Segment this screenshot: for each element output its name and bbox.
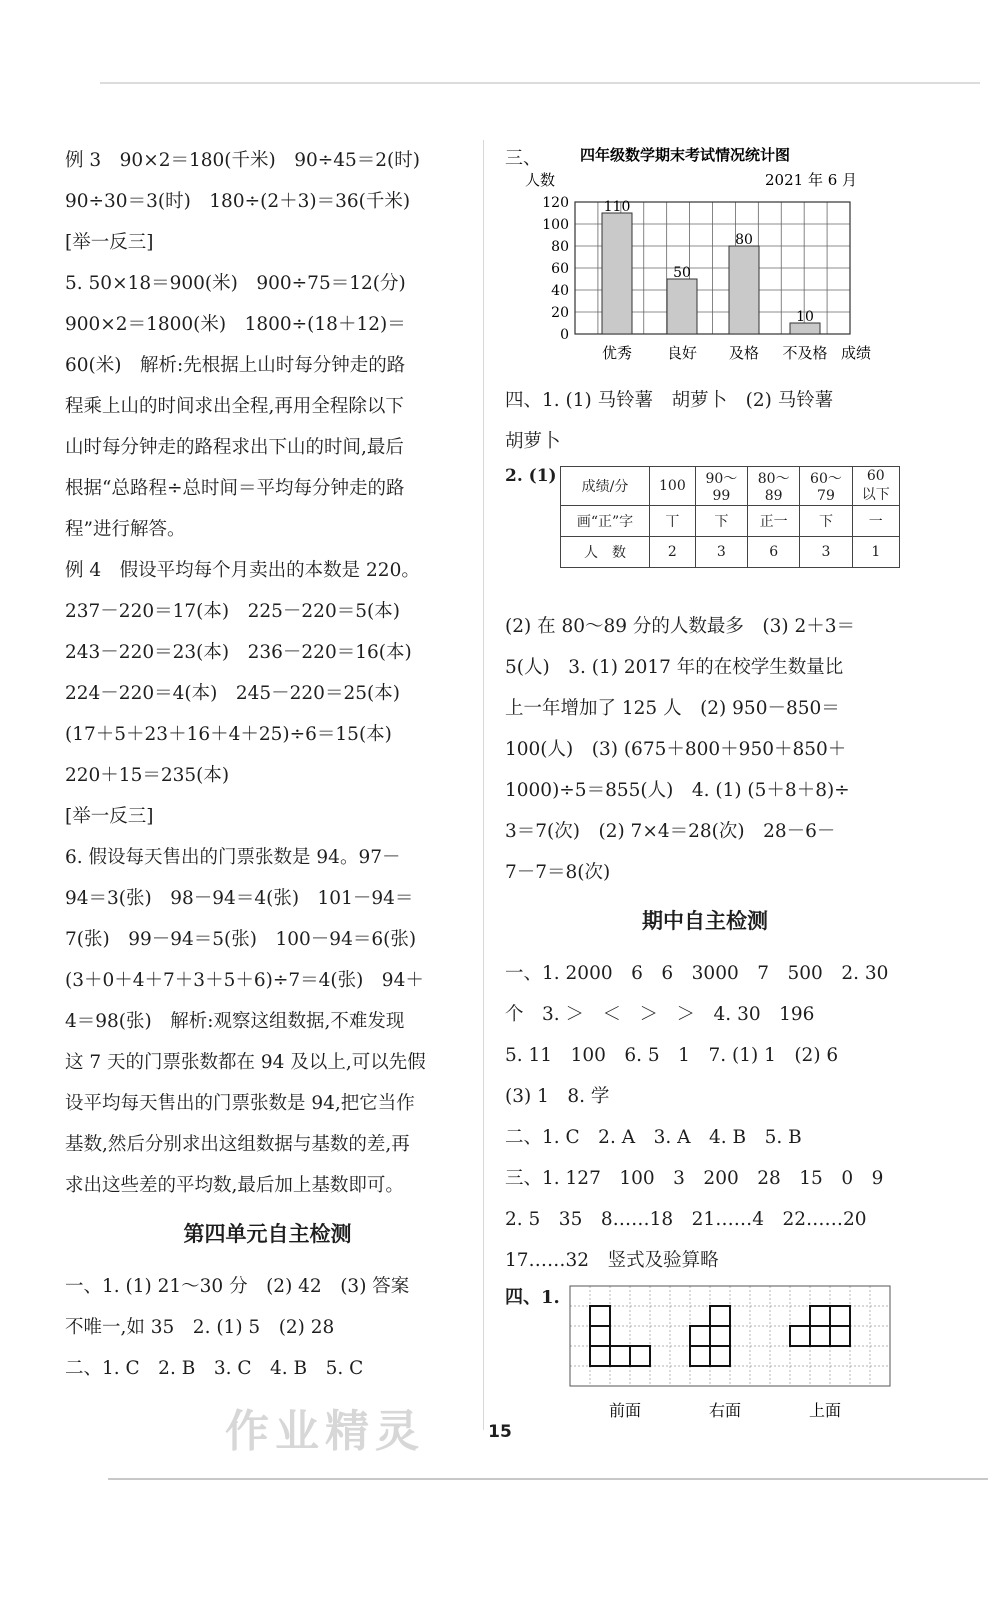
text-line: (17＋5＋23＋16＋4＋25)÷6＝15(本) bbox=[65, 724, 392, 745]
text-line: 二、1. C 2. B 3. C 4. B 5. C bbox=[65, 1358, 364, 1379]
chart-date: 2021 年 6 月 bbox=[765, 171, 858, 189]
right-answer-lines-b bbox=[505, 606, 905, 893]
y-tick-label: 120 bbox=[542, 195, 569, 211]
view-cell bbox=[810, 1306, 830, 1326]
table-cell: 下 bbox=[800, 506, 852, 537]
chart-block bbox=[505, 140, 905, 380]
text-line: 5. 50×18＝900(米) 900÷75＝12(分) bbox=[65, 273, 406, 294]
bottom-rule bbox=[108, 1478, 988, 1480]
table-cell: 正一 bbox=[748, 506, 800, 537]
text-line: 一、1. (1) 21～30 分 (2) 42 (3) 答案 bbox=[65, 1276, 410, 1297]
header-cell: 60 以下 bbox=[852, 467, 899, 506]
text-line: (3＋0＋4＋7＋3＋5＋6)÷7＝4(张) 94＋ bbox=[65, 970, 424, 991]
view-cell bbox=[590, 1326, 610, 1346]
text-line: 1000)÷5＝855(人) 4. (1) (5＋8＋8)÷ bbox=[505, 780, 850, 801]
text-line: 243－220＝23(本) 236－220＝16(本) bbox=[65, 642, 412, 663]
three-views-grid bbox=[565, 1281, 895, 1431]
text-line: 220＋15＝235(本) bbox=[65, 765, 230, 786]
view-caption: 前面 bbox=[608, 1401, 642, 1420]
text-line: 根据“总路程÷总时间＝平均每分钟走的路 bbox=[65, 478, 405, 499]
table-cell: 3 bbox=[800, 537, 852, 568]
view-cell bbox=[830, 1326, 850, 1346]
view-caption: 右面 bbox=[708, 1401, 742, 1420]
bar-value-label: 110 bbox=[603, 199, 631, 215]
view-cell bbox=[830, 1306, 850, 1326]
text-line: 这 7 天的门票张数都在 94 及以上,可以先假 bbox=[65, 1052, 426, 1073]
y-tick-label: 100 bbox=[542, 217, 569, 233]
text-line: 94＝3(张) 98－94＝4(张) 101－94＝ bbox=[65, 888, 414, 909]
table-label: 2. (1) bbox=[505, 466, 557, 486]
view-cell bbox=[710, 1326, 730, 1346]
text-line: 6. 假设每天售出的门票张数是 94。97－ bbox=[65, 847, 401, 868]
table-cell: 下 bbox=[695, 506, 747, 537]
text-line: 60(米) 解析:先根据上山时每分钟走的路 bbox=[65, 355, 406, 376]
text-line: 求出这些差的平均数,最后加上基数即可。 bbox=[65, 1175, 404, 1196]
y-tick-label: 40 bbox=[551, 283, 569, 299]
header-cell: 80～ 89 bbox=[748, 467, 800, 506]
text-line: (3) 1 8. 学 bbox=[505, 1086, 610, 1107]
top-rule bbox=[100, 82, 980, 84]
table-cell: 画“正”字 bbox=[561, 506, 650, 537]
table-cell: 1 bbox=[852, 537, 899, 568]
text-line: 5(人) 3. (1) 2017 年的在校学生数量比 bbox=[505, 657, 844, 678]
text-line: 不唯一,如 35 2. (1) 5 (2) 28 bbox=[65, 1317, 335, 1338]
table-cell: 6 bbox=[748, 537, 800, 568]
right-column bbox=[505, 140, 905, 1431]
view-cell bbox=[630, 1346, 650, 1366]
table-cell: 人 数 bbox=[561, 537, 650, 568]
text-line: 程”进行解答。 bbox=[65, 519, 186, 540]
text-line: (2) 在 80～89 分的人数最多 (3) 2＋3＝ bbox=[505, 616, 856, 637]
text-line: 17……32 竖式及验算略 bbox=[505, 1250, 719, 1271]
view-cell bbox=[610, 1346, 630, 1366]
text-line: 胡萝卜 bbox=[505, 431, 561, 452]
text-line: 基数,然后分别求出这组数据与基数的差,再 bbox=[65, 1134, 410, 1155]
section-title-unit4: 第四单元自主检测 bbox=[183, 1222, 352, 1246]
text-line: 5. 11 100 6. 5 1 7. (1) 1 (2) 6 bbox=[505, 1045, 839, 1066]
x-tick-label: 及格 bbox=[728, 344, 760, 362]
view-cell bbox=[690, 1326, 710, 1346]
table-cell: 2 bbox=[650, 537, 696, 568]
text-line: 7－7＝8(次) bbox=[505, 862, 611, 883]
view-cell bbox=[710, 1306, 730, 1326]
text-line: 个 3. ＞ ＜ ＞ ＞ 4. 30 196 bbox=[505, 1004, 815, 1025]
views-label: 四、1. bbox=[505, 1287, 560, 1308]
view-cell bbox=[790, 1326, 810, 1346]
y-tick-label: 0 bbox=[560, 327, 569, 343]
x-tick-label: 不及格 bbox=[782, 344, 828, 362]
text-line: 90÷30＝3(时) 180÷(2＋3)＝36(千米) bbox=[65, 191, 411, 212]
table-cell: 丅 bbox=[650, 506, 696, 537]
text-line: 224－220＝4(本) 245－220＝25(本) bbox=[65, 683, 400, 704]
text-line: 3＝7(次) (2) 7×4＝28(次) 28－6－ bbox=[505, 821, 836, 842]
y-tick-label: 80 bbox=[551, 239, 569, 255]
table-cell: 3 bbox=[695, 537, 747, 568]
x-tick-label: 良好 bbox=[666, 344, 698, 362]
text-line: 程乘上山的时间求出全程,再用全程除以下 bbox=[65, 396, 404, 417]
table-cell: 一 bbox=[852, 506, 899, 537]
view-cell bbox=[590, 1346, 610, 1366]
right-answer-lines-a bbox=[505, 380, 905, 462]
view-cell bbox=[710, 1346, 730, 1366]
text-line: [举一反三] bbox=[65, 806, 154, 827]
header-cell: 成绩/分 bbox=[561, 467, 650, 506]
y-tick-label: 60 bbox=[551, 261, 569, 277]
section-title-midterm: 期中自主检测 bbox=[642, 909, 768, 933]
text-line: 例 3 90×2＝180(千米) 90÷45＝2(时) bbox=[65, 150, 420, 171]
page-number: 15 bbox=[488, 1422, 512, 1442]
text-line: 二、1. C 2. A 3. A 4. B 5. B bbox=[505, 1127, 802, 1148]
view-caption: 上面 bbox=[808, 1401, 842, 1420]
chart-title: 四年级数学期末考试情况统计图 bbox=[580, 146, 791, 164]
bar-chart bbox=[505, 140, 895, 380]
text-line: 四、1. (1) 马铃薯 胡萝卜 (2) 马铃薯 bbox=[505, 390, 834, 411]
bar-value-label: 50 bbox=[673, 265, 691, 281]
bar bbox=[729, 246, 759, 334]
bar-value-label: 10 bbox=[796, 309, 814, 325]
score-table-block bbox=[505, 466, 905, 606]
midterm-answer-lines bbox=[505, 953, 905, 1281]
column-divider bbox=[483, 140, 484, 1430]
score-table bbox=[560, 466, 900, 568]
y-axis-label: 人数 bbox=[525, 171, 556, 189]
text-line: 237－220＝17(本) 225－220＝5(本) bbox=[65, 601, 400, 622]
header-cell: 90～ 99 bbox=[695, 467, 747, 506]
chart-section-label: 三、 bbox=[505, 148, 541, 169]
x-tick-label: 优秀 bbox=[601, 344, 633, 362]
text-line: 例 4 假设平均每个月卖出的本数是 220。 bbox=[65, 560, 420, 581]
header-cell: 100 bbox=[650, 467, 696, 506]
bar bbox=[667, 279, 697, 334]
unit4-answer-lines bbox=[65, 1266, 470, 1389]
header-cell: 60～ 79 bbox=[800, 467, 852, 506]
view-cell bbox=[690, 1346, 710, 1366]
left-answer-lines bbox=[65, 140, 470, 1206]
x-axis-label: 成绩 bbox=[841, 344, 872, 362]
text-line: 900×2＝1800(米) 1800÷(18＋12)＝ bbox=[65, 314, 406, 335]
text-line: 2. 5 35 8……18 21……4 22……20 bbox=[505, 1209, 867, 1230]
views-block bbox=[505, 1281, 905, 1431]
text-line: [举一反三] bbox=[65, 232, 154, 253]
text-line: 山时每分钟走的路程求出下山的时间,最后 bbox=[65, 437, 404, 458]
text-line: 三、1. 127 100 3 200 28 15 0 9 bbox=[505, 1168, 884, 1189]
view-cell bbox=[810, 1326, 830, 1346]
watermark-logo: 作业精灵 bbox=[225, 1406, 425, 1457]
text-line: 上一年增加了 125 人 (2) 950－850＝ bbox=[505, 698, 840, 719]
bar-value-label: 80 bbox=[735, 232, 753, 248]
view-cell bbox=[590, 1306, 610, 1326]
y-tick-label: 20 bbox=[551, 305, 569, 321]
text-line: 7(张) 99－94＝5(张) 100－94＝6(张) bbox=[65, 929, 417, 950]
text-line: 4＝98(张) 解析:观察这组数据,不难发现 bbox=[65, 1011, 405, 1032]
bar bbox=[602, 213, 632, 334]
left-column bbox=[65, 140, 470, 1389]
text-line: 100(人) (3) (675＋800＋950＋850＋ bbox=[505, 739, 847, 760]
text-line: 设平均每天售出的门票张数是 94,把它当作 bbox=[65, 1093, 415, 1114]
text-line: 一、1. 2000 6 6 3000 7 500 2. 30 bbox=[505, 963, 889, 984]
